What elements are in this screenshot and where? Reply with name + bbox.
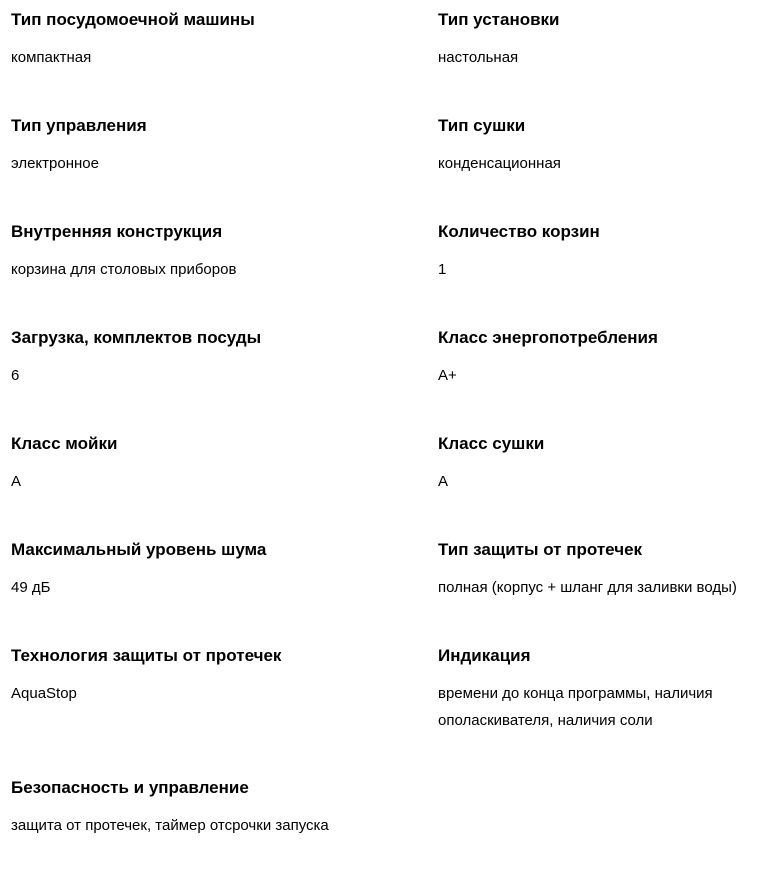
spec-value: настольная	[438, 49, 519, 66]
spec-value: 6	[11, 367, 20, 384]
spec-item-load-capacity	[11, 318, 438, 424]
spec-row	[11, 318, 767, 424]
spec-value: A+	[438, 367, 457, 384]
spec-label: Внутренняя конструкция	[11, 222, 223, 241]
spec-label: Тип управления	[11, 116, 147, 135]
spec-row	[11, 768, 767, 882]
spec-value: 1	[438, 261, 447, 278]
spec-item-internal-construction	[11, 212, 438, 318]
spec-row	[11, 636, 767, 768]
spec-row	[11, 424, 767, 530]
specifications-list	[11, 0, 767, 882]
spec-item-leak-protection-type	[438, 530, 767, 636]
spec-row	[11, 530, 767, 636]
spec-item-drying-class	[438, 424, 767, 530]
spec-value: компактная	[11, 49, 92, 66]
spec-item-energy-class	[438, 318, 767, 424]
spec-value: времени до конца программы, наличия ополаскивателя, наличия соли	[438, 685, 713, 729]
spec-item-safety-and-control	[11, 768, 438, 882]
spec-row	[11, 212, 767, 318]
spec-label: Класс сушки	[438, 434, 545, 453]
spec-label: Тип сушки	[438, 116, 526, 135]
spec-label: Загрузка, комплектов посуды	[11, 328, 262, 347]
spec-label: Тип установки	[438, 10, 560, 29]
spec-item-washing-class	[11, 424, 438, 530]
spec-label: Класс мойки	[11, 434, 118, 453]
spec-label: Безопасность и управление	[11, 778, 249, 797]
spec-item-basket-count	[438, 212, 767, 318]
spec-label: Технология защиты от протечек	[11, 646, 282, 665]
spec-item-control-type	[11, 106, 438, 212]
spec-value: корзина для столовых приборов	[11, 261, 237, 278]
spec-value: электронное	[11, 155, 99, 172]
spec-item-dishwasher-type	[11, 0, 438, 106]
spec-label: Максимальный уровень шума	[11, 540, 267, 559]
spec-label: Количество корзин	[438, 222, 600, 241]
spec-row	[11, 106, 767, 212]
spec-value: A	[438, 473, 449, 490]
spec-value: полная (корпус + шланг для заливки воды)	[438, 579, 737, 596]
spec-label: Тип посудомоечной машины	[11, 10, 255, 29]
spec-item-drying-type	[438, 106, 767, 212]
spec-value: A	[11, 473, 22, 490]
spec-label: Тип защиты от протечек	[438, 540, 643, 559]
spec-label: Индикация	[438, 646, 531, 665]
spec-value: конденсационная	[438, 155, 561, 172]
spec-value: AquaStop	[11, 685, 77, 702]
spec-item-leak-protection-technology	[11, 636, 438, 768]
spec-item-max-noise-level	[11, 530, 438, 636]
spec-label: Класс энергопотребления	[438, 328, 658, 347]
spec-item-installation-type	[438, 0, 767, 106]
spec-value: 49 дБ	[11, 579, 51, 596]
spec-item-indication	[438, 636, 767, 768]
spec-row	[11, 0, 767, 106]
spec-value: защита от протечек, таймер отсрочки запуска	[11, 817, 329, 834]
